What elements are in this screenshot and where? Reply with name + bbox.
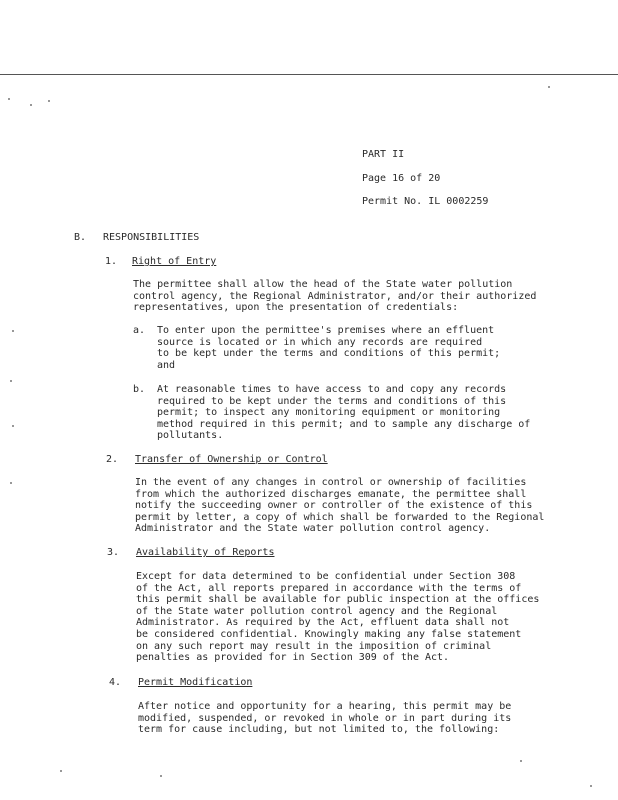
subitem-letter: b. [133,384,146,395]
body-line: pollutants. [157,430,224,442]
item-heading: Availability of Reports [136,547,275,558]
body-line: of the State water pollution control agency and the Regional [136,605,498,617]
body-line: of the Act, all reports prepared in accordance with the terms of [136,582,522,594]
body-line: To enter upon the permittee's premises where an effluent [157,325,495,336]
body-line: Administrator and the State water pollution control agency. [135,523,491,535]
item-number: 3. [107,547,120,558]
section-title: RESPONSIBILITIES [103,232,200,243]
scan-speck [12,330,14,332]
scan-speck [48,100,50,102]
scan-speck [520,760,522,762]
item-heading: Right of Entry [132,256,217,267]
body-line: permit; to inspect any monitoring equipment or monitoring [157,407,501,419]
scan-speck [160,775,162,777]
scan-speck [10,482,12,484]
subitem-letter: a. [133,325,146,336]
subitem-body [157,384,530,442]
body-line: this permit shall be available for public inspection at the offices [136,594,540,606]
item-body [136,571,539,664]
item-number: 4. [109,677,122,688]
body-line: control agency, the Regional Administrator, and/or their authorized [133,290,537,302]
body-line: Except for data determined to be confidential under Section 308 [136,571,516,582]
scan-speck [548,86,550,88]
scan-speck [30,104,32,106]
item-body [135,477,544,535]
scan-speck [8,98,10,100]
body-line: and [157,359,176,371]
section-letter: B. [74,232,87,243]
item-heading: Permit Modification [138,677,253,688]
permit-number: Permit No. IL 0002259 [362,196,489,207]
page-number: Page 16 of 20 [362,173,441,184]
item-body [138,701,511,736]
body-line: The permittee shall allow the head of the State water pollution [133,279,513,290]
body-line: modified, suspended, or revoked in whole or in part during its [138,712,512,724]
item-number: 2. [106,454,119,465]
body-line: source is located or in which any records are required [157,336,483,348]
body-line: from which the authorized discharges emanate, the permittee shall [135,488,527,500]
body-line: be considered confidential. Knowingly making any false statement [136,628,522,640]
item-heading: Transfer of Ownership or Control [135,454,328,465]
part-label: PART II [362,149,405,160]
body-line: Administrator. As required by the Act, effluent data shall not [136,617,510,629]
body-line: method required in this permit; and to sample any discharge of [157,418,531,430]
body-line: to be kept under the terms and conditions of this permit; [157,348,501,360]
item-number: 1. [105,256,118,267]
body-line: permit by letter, a copy of which shall be forwarded to the Regional [135,511,545,523]
subitem-body [157,325,500,371]
body-line: After notice and opportunity for a hearing, this permit may be [138,701,512,712]
body-line: term for cause including, but not limited to, the following: [138,724,500,736]
body-line: penalties as provided for in Section 309 of the Act. [136,652,450,664]
body-line: notify the succeeding owner or controller of the existence of this [135,500,533,512]
body-line: required to be kept under the terms and conditions of this [157,395,507,407]
item-body [133,279,536,314]
body-line: representatives, upon the presentation of credentials: [133,302,459,314]
scan-speck [60,770,62,772]
body-line: At reasonable times to have access to and copy any records [157,384,507,395]
body-line: on any such report may result in the imposition of criminal [136,640,492,652]
scan-speck [12,425,14,427]
scan-speck [10,380,12,382]
body-line: In the event of any changes in control or ownership of facilities [135,477,527,488]
scan-edge-line [0,74,618,75]
scan-speck [590,785,592,787]
